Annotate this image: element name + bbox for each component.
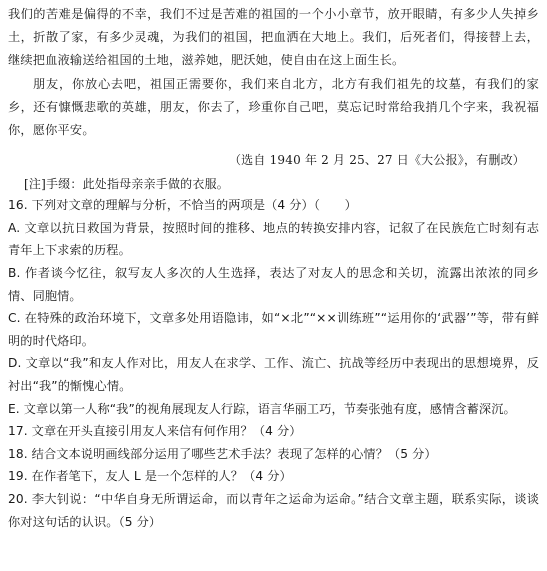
source-citation: （选自 1940 年 2 月 25、27 日《大公报》，有删改）: [228, 153, 525, 168]
option-b: B. 作者谈今忆往，叙写友人多次的人生选择，表达了对友人的思念和关切，流露出浓浓的同乡情、同胞情。: [8, 266, 539, 303]
question-16: 16. 下列对文章的理解与分析，不恰当的两项是（4 分）（ ）: [8, 198, 357, 213]
option-e: E. 文章以第一人称“我”的视角展现友人行踪，语言华丽工巧，节奏张弛有度，感情含蓄深沉。: [8, 401, 516, 416]
question-18: 18. 结合文本说明画线部分运用了哪些艺术手法？表现了怎样的心情？（5 分）: [8, 446, 437, 461]
question-19: 19. 在作者笔下，友人 L 是一个怎样的人？（4 分）: [8, 469, 292, 484]
passage-paragraph-2: 朋友，你放心去吧，祖国正需要你，我们来自北方，北方有我们祖先的坟墓，有我们的家乡，还有慷慨悲歌的英雄，朋友，你去了，珍重你自己吧，莫忘记时常给我捎几个字来，我祝福你，愿你平安。: [8, 76, 539, 138]
option-c: C. 在特殊的政治环境下，文章多处用语隐讳，如“×北”“××训练班”“运用你的‘武器’”等，带有鲜明的时代烙印。: [8, 311, 539, 348]
footnote: [注]手缀：此处指母亲亲手做的衣服。: [24, 177, 229, 192]
option-d: D. 文章以“我”和友人作对比，用友人在求学、工作、流亡、抗战等经历中表现出的思想境界，反衬出“我”的惭愧心情。: [8, 356, 539, 393]
question-20: 20. 李大钊说：“中华自身无所谓运命，而以青年之运命为运命。”结合文章主题，联系实际，谈谈你对这句话的认识。（5 分）: [8, 491, 539, 529]
option-a: A. 文章以抗日救国为背景，按照时间的推移、地点的转换安排内容，记叙了在民族危亡时刻有志青年上下求索的历程。: [8, 220, 539, 258]
question-17: 17. 文章在开头直接引用友人来信有何作用？（4 分）: [8, 424, 302, 439]
passage-paragraph-1: 我们的苦难是偏得的不幸，我们不过是苦难的祖国的一个小小章节，放开眼睛，有多少人失掉乡土，折散了家，有多少灵魂，为我们的祖国，把血洒在大地上。我们，后死者们，得接替上去，继续把血液输送给祖国的土地，滋养她，肥沃她，使自由在这上面生长。: [8, 7, 539, 68]
